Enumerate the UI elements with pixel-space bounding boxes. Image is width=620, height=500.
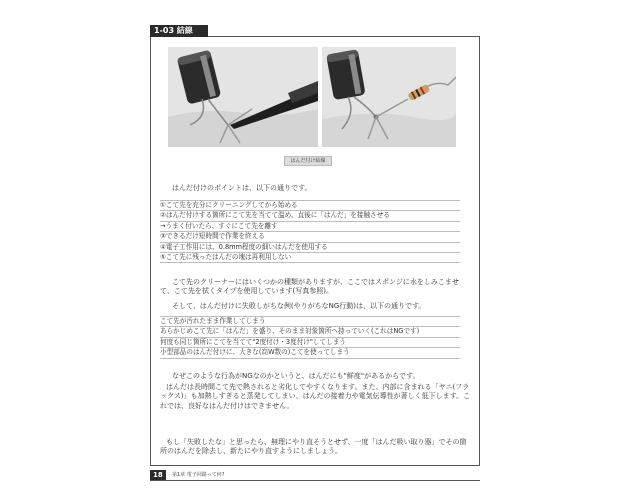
list-item: 小型部品のはんだ付けに、大きな(高W数の)こてを使ってしまう	[160, 348, 460, 358]
soldered-joint-photo	[322, 47, 456, 147]
list-item: ④電子工作用には、0.8mm程度の細いはんだを使用する	[160, 243, 460, 253]
soldering-photo	[168, 47, 318, 147]
freshness-paragraph: なぜこのような行為がNGなのかというと、はんだにも"鮮度"があるからです。	[172, 372, 420, 380]
cleaner-paragraph: こて先のクリーナーにはいくつかの種類がありますが、ここではスポンジに水をしみこませて、こて先を拭くタイプを使用しています(写真参照)。	[160, 278, 459, 296]
soldering-illustration	[168, 47, 318, 147]
ng-intro-paragraph: そして、はんだ付けに失敗しがちな例(やりがちなNG行動)は、以下の通りです。	[172, 302, 426, 310]
footer-rule	[150, 480, 480, 481]
list-item: あらかじめこて先に「はんだ」を盛り、そのまま対象箇所へ持っていく(これはNGです)	[160, 327, 460, 337]
joint-illustration	[322, 47, 456, 147]
header-rule	[208, 36, 480, 37]
list-item: こて先が汚れたまま作業してしまう	[160, 316, 460, 327]
list-item: ⑤こて先に残ったはんだの塊は再利用しない	[160, 253, 460, 263]
ng-list	[160, 316, 460, 359]
figure-caption: はんだ付け結線	[284, 156, 332, 166]
section-heading: 1-03 結線	[150, 25, 208, 37]
intro-text: はんだ付けのポイントは、以下の通りです。	[172, 184, 312, 192]
list-item: ②はんだ付けする箇所にこて先を当てて温め、直後に「はんだ」を接触させる	[160, 211, 460, 221]
flux-paragraph: はんだは長時間こて先で熱されると劣化してやすくなります。また、内部に含まれる「ヤニ(フラックス)」も加熱しすぎると蒸発してしまい、はんだの接着力や電気伝導性が著しく低下します。これでは、良好なはんだ付けはできません。	[160, 383, 471, 410]
chapter-label: 第1章 電子回路って何?	[172, 472, 225, 478]
list-item: ①こて先を充分にクリーニングしてから始める	[160, 200, 460, 211]
list-item: ③できるだけ短時間で作業を終える	[160, 232, 460, 242]
list-item: 何度も同じ箇所にこてを当てて"2度付け・3度付け"してしまう	[160, 338, 460, 348]
points-list	[160, 200, 460, 263]
list-item: →うまく付いたら、すぐにこて先を離す	[160, 222, 460, 232]
retry-paragraph: もし「失敗したな」と思ったら、無理にやり直そうとせず、一度「はんだ吸い取り器」でその箇所のはんだを除去し、新たにやり直すようにしましょう。	[160, 438, 467, 456]
page-number: 18	[150, 470, 166, 480]
